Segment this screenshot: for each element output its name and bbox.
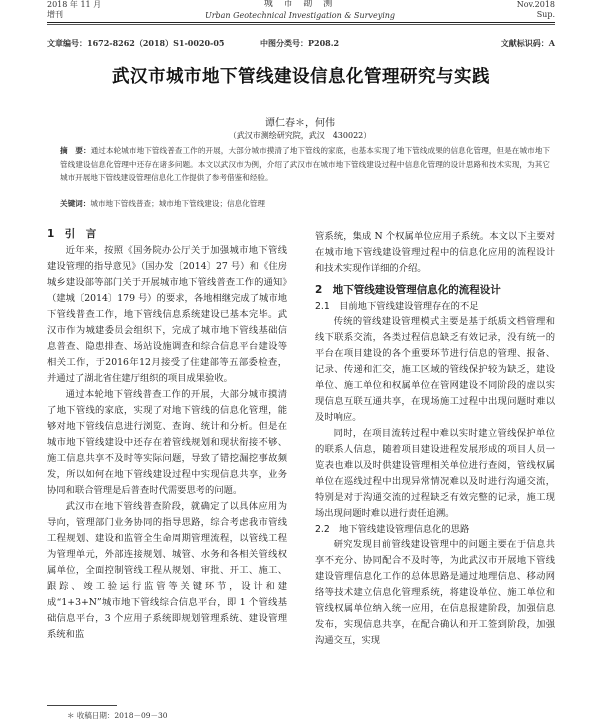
article-number: 文章编号：1672-8262（2018）S1-0020-05 <box>47 38 225 48</box>
authors: 谭仁春＊，何伟 <box>265 118 335 129</box>
subsection-2-2-heading: 2.2 地下管线建设管理信息化的思路 <box>315 524 470 535</box>
section-2-1-paragraph-1: 传统的管线建设管理模式主要是基于纸质文档管理和线下联系交流，各类过程信息缺乏有效记录，没有统一的平台在项目建设的各个重要环节进行信息的管理、报备、记录、传递和汇交，施工区域的管线保护较为缺乏，建设单位、施工单位和权属单位在管网建设不同阶段的虚以实现信息互联互通共享，在现场施工过程中出现问题时难以及时响应。 <box>315 316 555 423</box>
header-date: 2018 年 11 月 <box>47 0 102 9</box>
section-2-heading: 2 地下管线建设管理信息化的流程设计 <box>315 284 501 296</box>
subsection-2-1-heading: 2.1 目前地下管线建设管理存在的不足 <box>315 301 479 312</box>
header-date-en: Nov.2018 <box>516 0 555 9</box>
header-rule-thin <box>47 24 555 25</box>
document-code: 文献标识码：A <box>500 38 555 48</box>
intro-paragraph-3: 武汉市在地下管线普查阶段，就确定了以具体应用为导向，管理部门业务协同的指导思路，综合考虑我市管线工程规划、建设和监管全生命周期管理流程，以管线工程为管理单元，外部连接规划、城管、水务和各相关管线权属单位，全面控制管线工程从规划、审批、开工、施工、跟踪、竣工验运行监管等关键环节，设计和建成“1+3+N”城市地下管线综合信息平台，即 1 个管线基础信息平台，3 个应用子系统即规划管理系统、建设管理系统和监 <box>47 501 287 640</box>
clc-number: 中图分类号：P208.2 <box>260 38 340 48</box>
journal-name-en: Urban Geotechnical Investigation & Surveying <box>204 11 396 20</box>
left-column <box>47 226 287 643</box>
keywords-label: 关键词： <box>60 199 91 208</box>
abstract-label: 摘 要： <box>60 146 91 155</box>
abstract <box>60 144 550 185</box>
intro-paragraph-1: 近年来，按照《国务院办公厅关于加强城市地下管线建设管理的指导意见》（国办发〔2014〕27 号）和《住房城乡建设部等部门关于开展城市地下管线普查工作的通知》（建城〔2014〕179 号）的要求，各地相继完成了城市地下管线普查工作，地下管线信息系统建设已基本完毕。武汉市作为城建委员会组织下，完成了城市地下管线基础信息普查、隐患排查、场站设施调查和综合信息平台建设等相关工作，于2016年12月接受了住建部等五部委检查，并通过了湖北省住建厅组织的项目成果验收。 <box>47 245 287 384</box>
header-rule <box>47 22 555 23</box>
keywords-text: 城市地下管线普查；城市地下管线建设；信息化管理 <box>90 199 266 208</box>
received-date-footnote: ＊ 收稿日期：2018－09－30 <box>67 711 168 720</box>
right-column <box>315 229 555 649</box>
section-1-heading: 1 引 言 <box>47 228 97 240</box>
intro-paragraph-continued: 管系统，集成 N 个权属单位应用子系统。本文以下主要对在城市地下管线建设管理过程中的信息化应用的流程设计和技术实现作详细的介绍。 <box>315 231 555 274</box>
paper-title: 武汉市城市地下管线建设信息化管理研究与实践 <box>112 67 490 87</box>
abstract-text: 通过本轮城市地下管线普查工作的开展，大部分城市摸清了地下管线的家底，也基本实现了地下管线成果的信息化管理，但是在城市地下管线建设信息化管理中还存在诸多问题。本文以武汉市为例，介绍了武汉市在城市地下管线建设过程中信息化管理的设计思路和技术实现，为其它城市开展地下管线建设管理信息化工作提供了参考借鉴和经验。 <box>60 146 551 182</box>
affiliation: （武汉市测绘研究院，武汉 430022） <box>228 131 372 140</box>
section-2-1-paragraph-2: 同时，在项目流转过程中难以实时建立管线保护单位的联系人信息，随着项目建设进程发展形成的项目人员一览表也难以及时供建设管理相关单位进行查阅，管线权属单位在巡线过程中出现异常情况难以及时进行沟通交流，特别是对于沟通交流的过程缺乏有效完整的记录，施工现场出现问题时难以进行责任追溯。 <box>315 428 555 519</box>
header-issue: 增刊 <box>47 10 63 19</box>
keywords <box>60 198 550 210</box>
header-issue-en: Sup. <box>536 10 555 19</box>
footnote-rule <box>47 705 117 706</box>
journal-name: 城 市 勘 测 <box>263 0 337 9</box>
intro-paragraph-2: 通过本轮地下管线普查工作的开展，大部分城市摸清了地下管线的家底，实现了对地下管线的信息化管理，能够对地下管线信息进行浏览、查询、统计和分析。但是在城市地下管线建设中还存在着管线规划和现状衔接不够、施工信息共享不及时等实际问题，导致了错挖漏挖事故频发，所以如何在地下管线建设过程中实现信息共享，业务协同和联合管理是后普查时代需要思考的问题。 <box>47 389 287 496</box>
section-2-2-paragraph: 研究发现目前管线建设管理中的问题主要在于信息共享不充分、协同配合不及时等，为此武汉市开展地下管线建设管理信息化工作的总体思路是通过地理信息、移动网络等技术建立信息化管理系统，将建设单位、施工单位和管线权属单位纳入统一应用，在信息报建阶段，加强信息发布，实现信息共享，在配合确认和开工签到阶段，加强沟通交互，实现 <box>315 539 555 646</box>
